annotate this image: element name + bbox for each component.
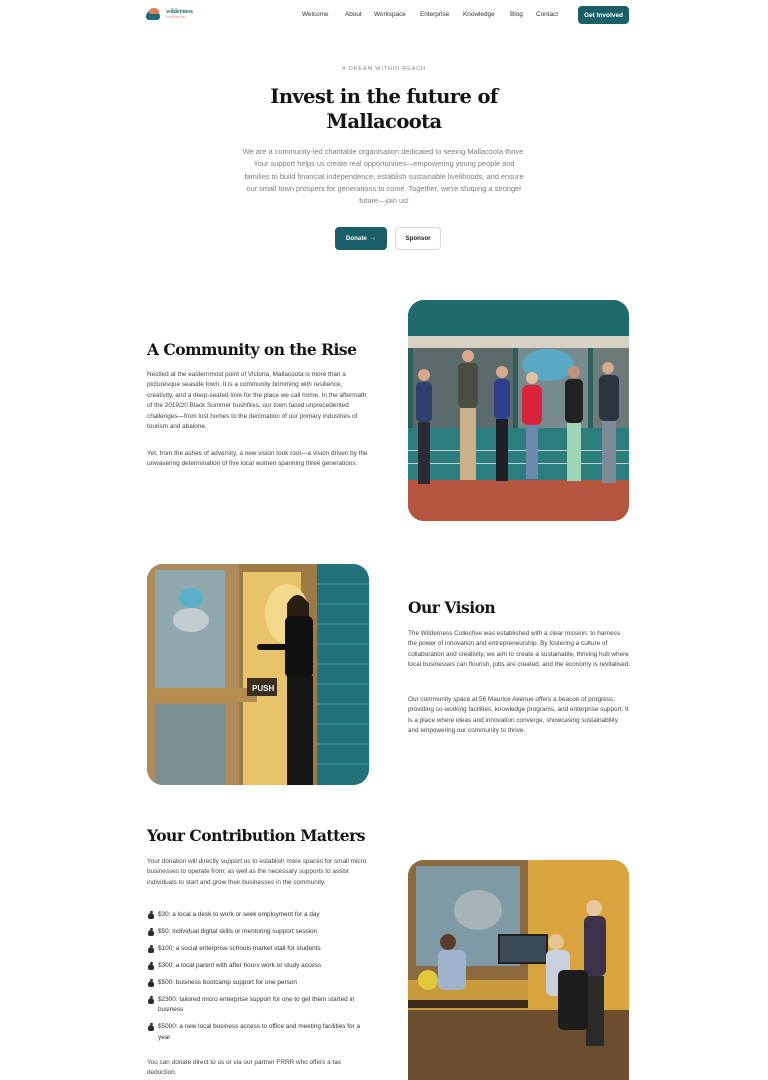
logo[interactable] bbox=[146, 8, 193, 20]
contribution-outro: You can donate direct to us or via our partner FRRR who offers a tax deduction. bbox=[147, 1059, 341, 1077]
door-push-sign: PUSH bbox=[252, 684, 275, 693]
hero-eyebrow: A DREAM WITHIN REACH bbox=[342, 66, 426, 72]
main-menu bbox=[302, 11, 566, 18]
vision-door-photo bbox=[147, 564, 369, 785]
community-paragraph-1: Nestled at the easternmost point of Victoria, Mallacoota is more than a picturesque seaside town. It is a community brimming with resilience, creativity, and a deep-seated love for the place we call home. In the aftermath of the 2019/20 Black Summer bushfires, our town faced unprecedented challenges—from lost homes to the decimation of our primary industries of tourism and abalone. bbox=[147, 371, 367, 431]
logo-tagline: collective bbox=[166, 14, 186, 19]
vision-title: Our Vision bbox=[408, 598, 496, 617]
nav-item-blog[interactable]: Blog bbox=[510, 11, 523, 18]
money-bag-icon bbox=[147, 1023, 155, 1031]
list-item bbox=[147, 927, 367, 937]
hero-description: We are a community-led charitable organisation dedicated to seeing Mallacoota thrive. Your support helps us create real opportunities—empowering young people and families to build financial independence, establish sustainable livelihoods, and ensure our small town prospers for generations to come. Together, we're shaping a stronger future—join us! bbox=[242, 147, 526, 206]
community-title: A Community on the Rise bbox=[147, 340, 357, 359]
nav-item-about[interactable]: About bbox=[345, 11, 362, 18]
donate-button[interactable] bbox=[335, 227, 387, 250]
door-photo-illustration bbox=[147, 564, 369, 785]
list-item-text: $30: a local a desk to work or seek employment for a day bbox=[158, 911, 320, 918]
hero-title-line1: Invest in the future of bbox=[270, 85, 498, 108]
group-photo-illustration bbox=[408, 300, 629, 521]
contribution-list bbox=[147, 910, 367, 1050]
community-paragraph-2: Yet, from the ashes of adversity, a new vision took root—a vision driven by the unwavering determination of five local women spanning three generations. bbox=[147, 450, 368, 468]
list-item-text: $500: business bootcamp support for one person bbox=[158, 979, 297, 986]
list-item bbox=[147, 910, 367, 920]
list-item bbox=[147, 944, 367, 954]
list-item-text: $2300: tailored micro enterprise support for one to get them started in business bbox=[158, 996, 355, 1014]
nav-item-welcome[interactable]: Welcome bbox=[302, 11, 329, 18]
nav-item-workspace[interactable]: Workspace bbox=[374, 11, 406, 18]
list-item-text: $300: a local parent with after hours work or study access bbox=[158, 962, 322, 969]
list-item bbox=[147, 961, 367, 971]
money-bag-icon bbox=[147, 996, 155, 1004]
arrow-right-icon: → bbox=[369, 235, 377, 242]
list-item-text: $50: individual digital skills or mentoring support session bbox=[158, 928, 318, 935]
contribution-title: Your Contribution Matters bbox=[147, 826, 365, 845]
list-item bbox=[147, 1022, 367, 1043]
money-bag-icon bbox=[147, 979, 155, 987]
logo-name: wilderness bbox=[166, 9, 193, 15]
list-item-text: $5000: a new local business access to office and meeting facilities for a year bbox=[158, 1023, 361, 1041]
contribution-workspace-photo bbox=[408, 860, 629, 1080]
list-item bbox=[147, 978, 367, 988]
vision-paragraph-2: Our community space at 56 Maurice Avenue offers a beacon of progress, providing co-working facilities, knowledge programs, and enterprise support. It is a place where ideas and innovation converge, showcasing sustainability and empowering our community to thrive. bbox=[408, 696, 629, 735]
list-item-text: $100: a social enterprise schools market stall for students bbox=[158, 945, 321, 952]
logo-icon bbox=[146, 8, 162, 20]
money-bag-icon bbox=[147, 962, 155, 970]
nav-item-knowledge[interactable]: Knowledge bbox=[463, 11, 495, 18]
contribution-intro: Your donation will directly support us to establish more spaces for small micro businesses to operate from; as well as the necessary supports to assist individuals to start and grow their businesses in the community. bbox=[147, 858, 367, 886]
money-bag-icon bbox=[147, 928, 155, 936]
donate-label: Donate bbox=[345, 235, 367, 242]
top-nav bbox=[0, 0, 768, 30]
hero-title bbox=[234, 84, 534, 134]
vision-paragraph-1: The Wilderness Collective was established with a clear mission: to harness the power of innovation and entrepreneurship. By fostering a culture of collaboration and creativity, we aim to create a sustainable, thriving hub where local businesses can flourish, jobs are created, and the economy is revitalised. bbox=[408, 630, 631, 669]
list-item bbox=[147, 995, 367, 1016]
money-bag-icon bbox=[147, 911, 155, 919]
nav-item-contact[interactable]: Contact bbox=[536, 11, 559, 18]
workspace-photo-illustration bbox=[408, 860, 629, 1080]
sponsor-button[interactable]: Sponsor bbox=[395, 227, 441, 250]
community-group-photo bbox=[408, 300, 629, 521]
nav-item-enterprise[interactable]: Enterprise bbox=[420, 11, 450, 18]
hero-title-line2: Mallacoota bbox=[326, 110, 442, 133]
get-involved-button[interactable]: Get Involved bbox=[578, 6, 629, 24]
money-bag-icon bbox=[147, 945, 155, 953]
